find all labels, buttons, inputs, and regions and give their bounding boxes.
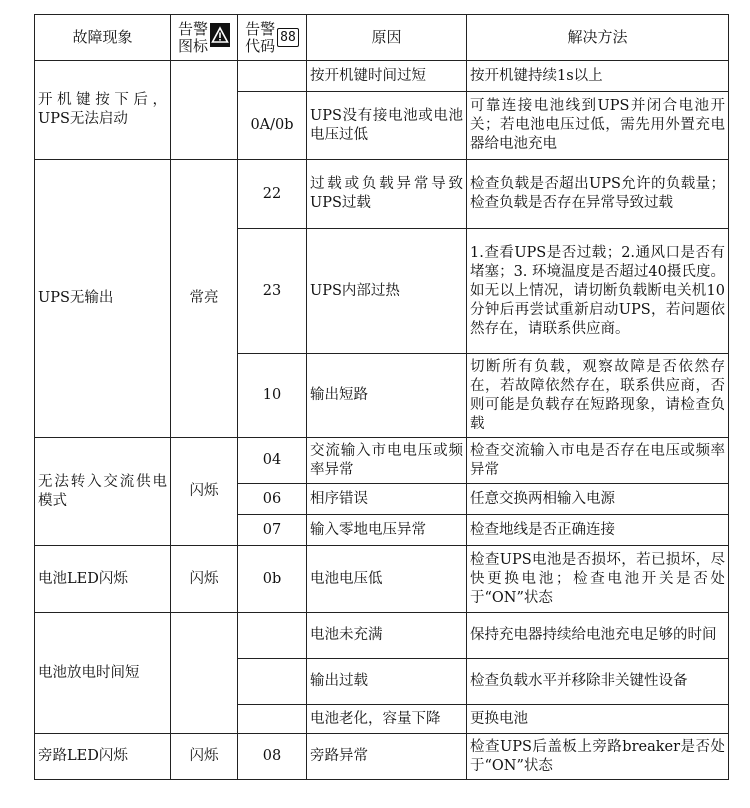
cause-cell: 相序错误 — [307, 484, 467, 515]
header-row — [35, 15, 729, 61]
table-row — [35, 613, 729, 659]
alarm-icon-cell: 常亮 — [171, 160, 238, 438]
cause-cell: 输出短路 — [307, 354, 467, 438]
symptom-cell: 电池LED闪烁 — [35, 546, 171, 613]
symptom-cell: 开机键按下后，UPS无法启动 — [35, 61, 171, 160]
symptom-cell: 无法转入交流供电模式 — [35, 438, 171, 546]
alarm-code-cell: 23 — [238, 229, 307, 354]
header-alarm-code — [238, 15, 307, 61]
alarm-icon-cell — [171, 613, 238, 734]
alarm-code-cell: 06 — [238, 484, 307, 515]
alarm-code-cell: 22 — [238, 160, 307, 229]
solution-cell: 切断所有负载，观察故障是否依然存在，若故障依然存在，联系供应商，否则可能是负载存在短路现象，请检查负载 — [467, 354, 729, 438]
solution-cell: 检查UPS电池是否损坏，若已损坏，尽快更换电池；检查电池开关是否处于“ON”状态 — [467, 546, 729, 613]
cause-cell: 电池电压低 — [307, 546, 467, 613]
symptom-cell: UPS无输出 — [35, 160, 171, 438]
code-display-icon: 88 — [277, 28, 299, 47]
cause-cell: 电池未充满 — [307, 613, 467, 659]
alarm-code-cell: 0A/0b — [238, 92, 307, 160]
cause-cell: 过载或负载异常导致UPS过载 — [307, 160, 467, 229]
table-row — [35, 734, 729, 780]
alarm-code-cell: 0b — [238, 546, 307, 613]
alarm-icon-cell: 闪烁 — [171, 734, 238, 780]
cause-cell: 电池老化，容量下降 — [307, 705, 467, 734]
solution-cell: 按开机键持续1s以上 — [467, 61, 729, 92]
header-alarm-code-line1: 告警 — [245, 19, 276, 38]
solution-cell: 检查UPS后盖板上旁路breaker是否处于“ON”状态 — [467, 734, 729, 780]
solution-cell: 检查地线是否正确连接 — [467, 515, 729, 546]
alarm-code-cell — [238, 61, 307, 92]
solution-cell: 可靠连接电池线到UPS并闭合电池开关；若电池电压过低，需先用外置充电器给电池充电 — [467, 92, 729, 160]
symptom-cell: 旁路LED闪烁 — [35, 734, 171, 780]
alarm-code-cell: 08 — [238, 734, 307, 780]
cause-cell: 旁路异常 — [307, 734, 467, 780]
solution-cell: 保持充电器持续给电池充电足够的时间 — [467, 613, 729, 659]
warning-icon — [210, 23, 230, 52]
cause-cell: 交流输入市电电压或频率异常 — [307, 438, 467, 484]
alarm-code-cell: 07 — [238, 515, 307, 546]
cause-cell: UPS内部过热 — [307, 229, 467, 354]
header-solution: 解决方法 — [467, 15, 729, 61]
solution-cell: 检查负载水平并移除非关键性设备 — [467, 659, 729, 705]
alarm-icon-cell: 闪烁 — [171, 546, 238, 613]
header-alarm-code-line2: 代码 — [245, 36, 276, 55]
solution-cell: 1.查看UPS是否过载；2.通风口是否有堵塞；3. 环境温度是否超过40摄氏度。如无以上情况，请切断负载断电关机10分钟后再尝试重新启动UPS，若问题依然存在，请联系供应商。 — [467, 229, 729, 354]
cause-cell: 输入零地电压异常 — [307, 515, 467, 546]
solution-cell: 检查负载是否超出UPS允许的负载量；检查负载是否存在异常导致过载 — [467, 160, 729, 229]
header-alarm-icon — [171, 15, 238, 61]
solution-cell: 更换电池 — [467, 705, 729, 734]
header-symptom: 故障现象 — [35, 15, 171, 61]
header-cause: 原因 — [307, 15, 467, 61]
alarm-code-cell — [238, 705, 307, 734]
solution-cell: 检查交流输入市电是否存在电压或频率异常 — [467, 438, 729, 484]
cause-cell: 按开机键时间过短 — [307, 61, 467, 92]
alarm-code-cell — [238, 659, 307, 705]
alarm-icon-cell: 闪烁 — [171, 438, 238, 546]
alarm-code-cell: 04 — [238, 438, 307, 484]
solution-cell: 任意交换两相输入电源 — [467, 484, 729, 515]
alarm-code-cell — [238, 613, 307, 659]
header-alarm-icon-line2: 图标 — [177, 36, 208, 55]
table-row — [35, 546, 729, 613]
cause-cell: UPS没有接电池或电池电压过低 — [307, 92, 467, 160]
table-row — [35, 160, 729, 229]
fault-table — [34, 14, 729, 780]
table-row — [35, 61, 729, 92]
alarm-code-cell: 10 — [238, 354, 307, 438]
cause-cell: 输出过载 — [307, 659, 467, 705]
header-alarm-icon-line1: 告警 — [177, 19, 208, 38]
table-row — [35, 438, 729, 484]
alarm-icon-cell — [171, 61, 238, 160]
symptom-cell: 电池放电时间短 — [35, 613, 171, 734]
